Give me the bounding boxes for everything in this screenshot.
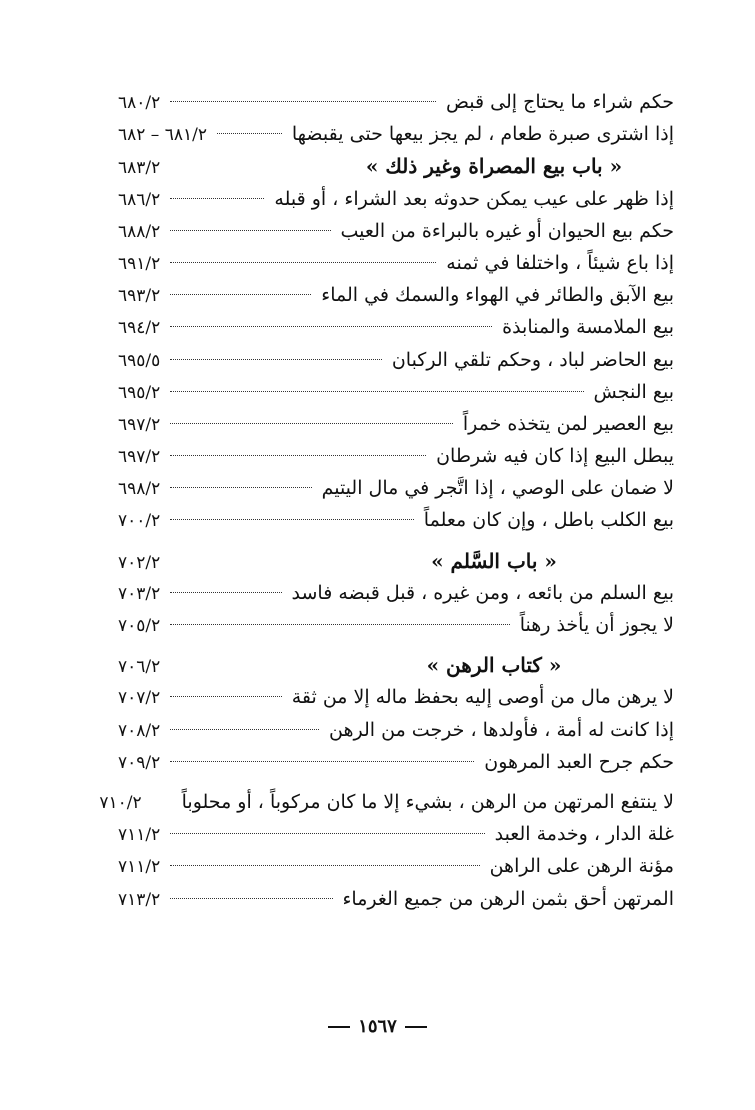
dot-leader bbox=[170, 101, 436, 102]
toc-entry-row bbox=[118, 344, 674, 376]
entry-title: حكم جرح العبد المرهون bbox=[484, 750, 674, 773]
page-reference: ٧٠٣/٢ bbox=[118, 583, 161, 604]
entry-title: غلة الدار ، وخدمة العبد bbox=[494, 823, 674, 846]
heading-title-wrap bbox=[314, 649, 674, 683]
toc-entry-row bbox=[118, 883, 674, 915]
dot-leader bbox=[170, 729, 319, 730]
toc-entry-row bbox=[118, 746, 674, 778]
entry-title: لا يجوز أن يأخذ رهناً bbox=[519, 614, 674, 636]
page-reference: ٧١٣/٢ bbox=[118, 889, 161, 910]
entry-title: بيع العصير لمن يتخذه خمراً bbox=[462, 412, 674, 435]
entry-title: إذا باع شيئاً ، واختلفا في ثمنه bbox=[446, 251, 674, 274]
toc-entry-row bbox=[118, 311, 674, 343]
dot-leader bbox=[170, 294, 311, 295]
page-reference: ٦٨١/٢ – ٦٨٢ bbox=[118, 125, 207, 146]
page-reference: ٦٩٤/٢ bbox=[118, 318, 161, 339]
section-heading: « كتاب الرهن » bbox=[426, 653, 562, 678]
heading-title-wrap bbox=[314, 150, 674, 184]
entry-title: مؤنة الرهن على الراهن bbox=[489, 855, 674, 878]
toc-entry-row bbox=[118, 818, 674, 850]
page-reference: ٦٩٧/٢ bbox=[118, 414, 161, 435]
entry-title: بيع النجش bbox=[593, 380, 674, 403]
section-heading: « باب السَّلم » bbox=[431, 548, 557, 573]
toc-entry-row bbox=[99, 786, 674, 818]
page-number: ١٥٦٧ bbox=[358, 1016, 397, 1037]
page-reference: ٧٠٢/٢ bbox=[118, 552, 161, 573]
toc-entry-row bbox=[118, 577, 674, 609]
page-reference: ٧١١/٢ bbox=[118, 857, 161, 878]
dot-leader bbox=[170, 865, 479, 866]
entry-title: لا يرهن مال من أوصى إليه بحفظ ماله إلا من ثقة bbox=[291, 686, 674, 709]
section-heading: « باب بيع المصراة وغير ذلك » bbox=[365, 154, 623, 179]
dot-leader bbox=[170, 198, 264, 199]
dot-leader bbox=[170, 519, 414, 520]
entry-title: إذا كانت له أمة ، فأولدها ، خرجت من الرهن bbox=[329, 718, 674, 741]
dot-leader bbox=[170, 624, 509, 625]
toc-entry-row bbox=[118, 681, 674, 713]
page-reference: ٦٩١/٢ bbox=[118, 253, 161, 274]
toc-entry-row bbox=[118, 504, 674, 536]
toc-entry-row bbox=[118, 215, 674, 247]
toc-entry-row bbox=[118, 183, 674, 215]
page-reference: ٦٩٧/٢ bbox=[118, 447, 161, 468]
entry-title: المرتهن أحق بثمن الرهن من جميع الغرماء bbox=[342, 887, 674, 910]
entry-title: إذا اشترى صبرة طعام ، لم يجز بيعها حتى يقبضها bbox=[291, 123, 674, 146]
table-of-contents bbox=[99, 86, 674, 915]
dot-leader bbox=[170, 898, 332, 899]
toc-entry-row bbox=[118, 376, 674, 408]
dot-leader bbox=[170, 455, 426, 456]
page-footer bbox=[0, 1016, 755, 1037]
toc-entry-row bbox=[118, 118, 674, 150]
page-reference: ٧١٠/٢ bbox=[99, 792, 142, 813]
toc-heading-row bbox=[118, 150, 674, 182]
page-reference: ٦٨٨/٢ bbox=[118, 221, 161, 242]
dot-leader bbox=[170, 833, 484, 834]
entry-title: حكم بيع الحيوان أو غيره بالبراءة من العيب bbox=[340, 219, 674, 242]
page-reference: ٧٠٧/٢ bbox=[118, 688, 161, 709]
entry-title: حكم شراء ما يحتاج إلى قبض bbox=[446, 91, 674, 113]
footer-dash-left bbox=[328, 1026, 350, 1028]
toc-heading-row bbox=[118, 649, 674, 681]
page-reference: ٦٨٣/٢ bbox=[118, 158, 161, 179]
dot-leader bbox=[170, 761, 474, 762]
toc-entry-row bbox=[118, 408, 674, 440]
entry-title: لا ينتفع المرتهن من الرهن ، بشيء إلا ما كان مركوباً ، أو محلوباً bbox=[181, 790, 674, 813]
dot-leader bbox=[170, 696, 281, 697]
toc-entry-row bbox=[118, 440, 674, 472]
toc-entry-row bbox=[118, 714, 674, 746]
toc-entry-row bbox=[118, 850, 674, 882]
dot-leader bbox=[170, 423, 453, 424]
footer-dash-right bbox=[405, 1026, 427, 1028]
page-reference: ٦٩٥/٥ bbox=[118, 350, 161, 371]
dot-leader bbox=[170, 487, 311, 488]
entry-title: بيع الآبق والطائر في الهواء والسمك في الماء bbox=[321, 284, 674, 307]
page-reference: ٦٩٣/٢ bbox=[118, 286, 161, 307]
dot-leader bbox=[170, 391, 583, 392]
toc-entry-row bbox=[118, 279, 674, 311]
page-reference: ٧٠٠/٢ bbox=[118, 511, 161, 532]
entry-title: بيع الحاضر لباد ، وحكم تلقي الركبان bbox=[391, 348, 674, 371]
page-reference: ٧٠٩/٢ bbox=[118, 752, 161, 773]
page-reference: ٦٩٨/٢ bbox=[118, 479, 161, 500]
entry-title: يبطل البيع إذا كان فيه شرطان bbox=[436, 445, 674, 468]
dot-leader bbox=[170, 592, 281, 593]
page-reference: ٧٠٦/٢ bbox=[118, 657, 161, 678]
page-reference: ٦٨٦/٢ bbox=[118, 189, 161, 210]
heading-title-wrap bbox=[314, 545, 674, 579]
toc-entry-row bbox=[118, 609, 674, 641]
entry-title: لا ضمان على الوصي ، إذا اتَّجر في مال اليتيم bbox=[321, 477, 674, 500]
dot-leader bbox=[217, 133, 282, 134]
dot-leader bbox=[170, 326, 492, 327]
page-reference: ٦٨٠/٢ bbox=[118, 93, 161, 113]
toc-heading-row bbox=[118, 545, 674, 577]
entry-title: بيع الملامسة والمنابذة bbox=[502, 316, 674, 339]
page-reference: ٦٩٥/٢ bbox=[118, 382, 161, 403]
dot-leader bbox=[170, 359, 382, 360]
dot-leader bbox=[170, 262, 436, 263]
page-reference: ٧٠٨/٢ bbox=[118, 720, 161, 741]
toc-entry-row bbox=[118, 86, 674, 118]
page-reference: ٧٠٥/٢ bbox=[118, 616, 161, 636]
toc-entry-row bbox=[118, 247, 674, 279]
toc-entry-row bbox=[118, 472, 674, 504]
entry-title: بيع الكلب باطل ، وإن كان معلماً bbox=[423, 509, 674, 532]
page-reference: ٧١١/٢ bbox=[118, 825, 161, 846]
entry-title: إذا ظهر على عيب يمكن حدوثه بعد الشراء ، أو قبله bbox=[274, 187, 674, 210]
dot-leader bbox=[170, 230, 330, 231]
entry-title: بيع السلم من بائعه ، ومن غيره ، قبل قبضه فاسد bbox=[291, 581, 674, 604]
